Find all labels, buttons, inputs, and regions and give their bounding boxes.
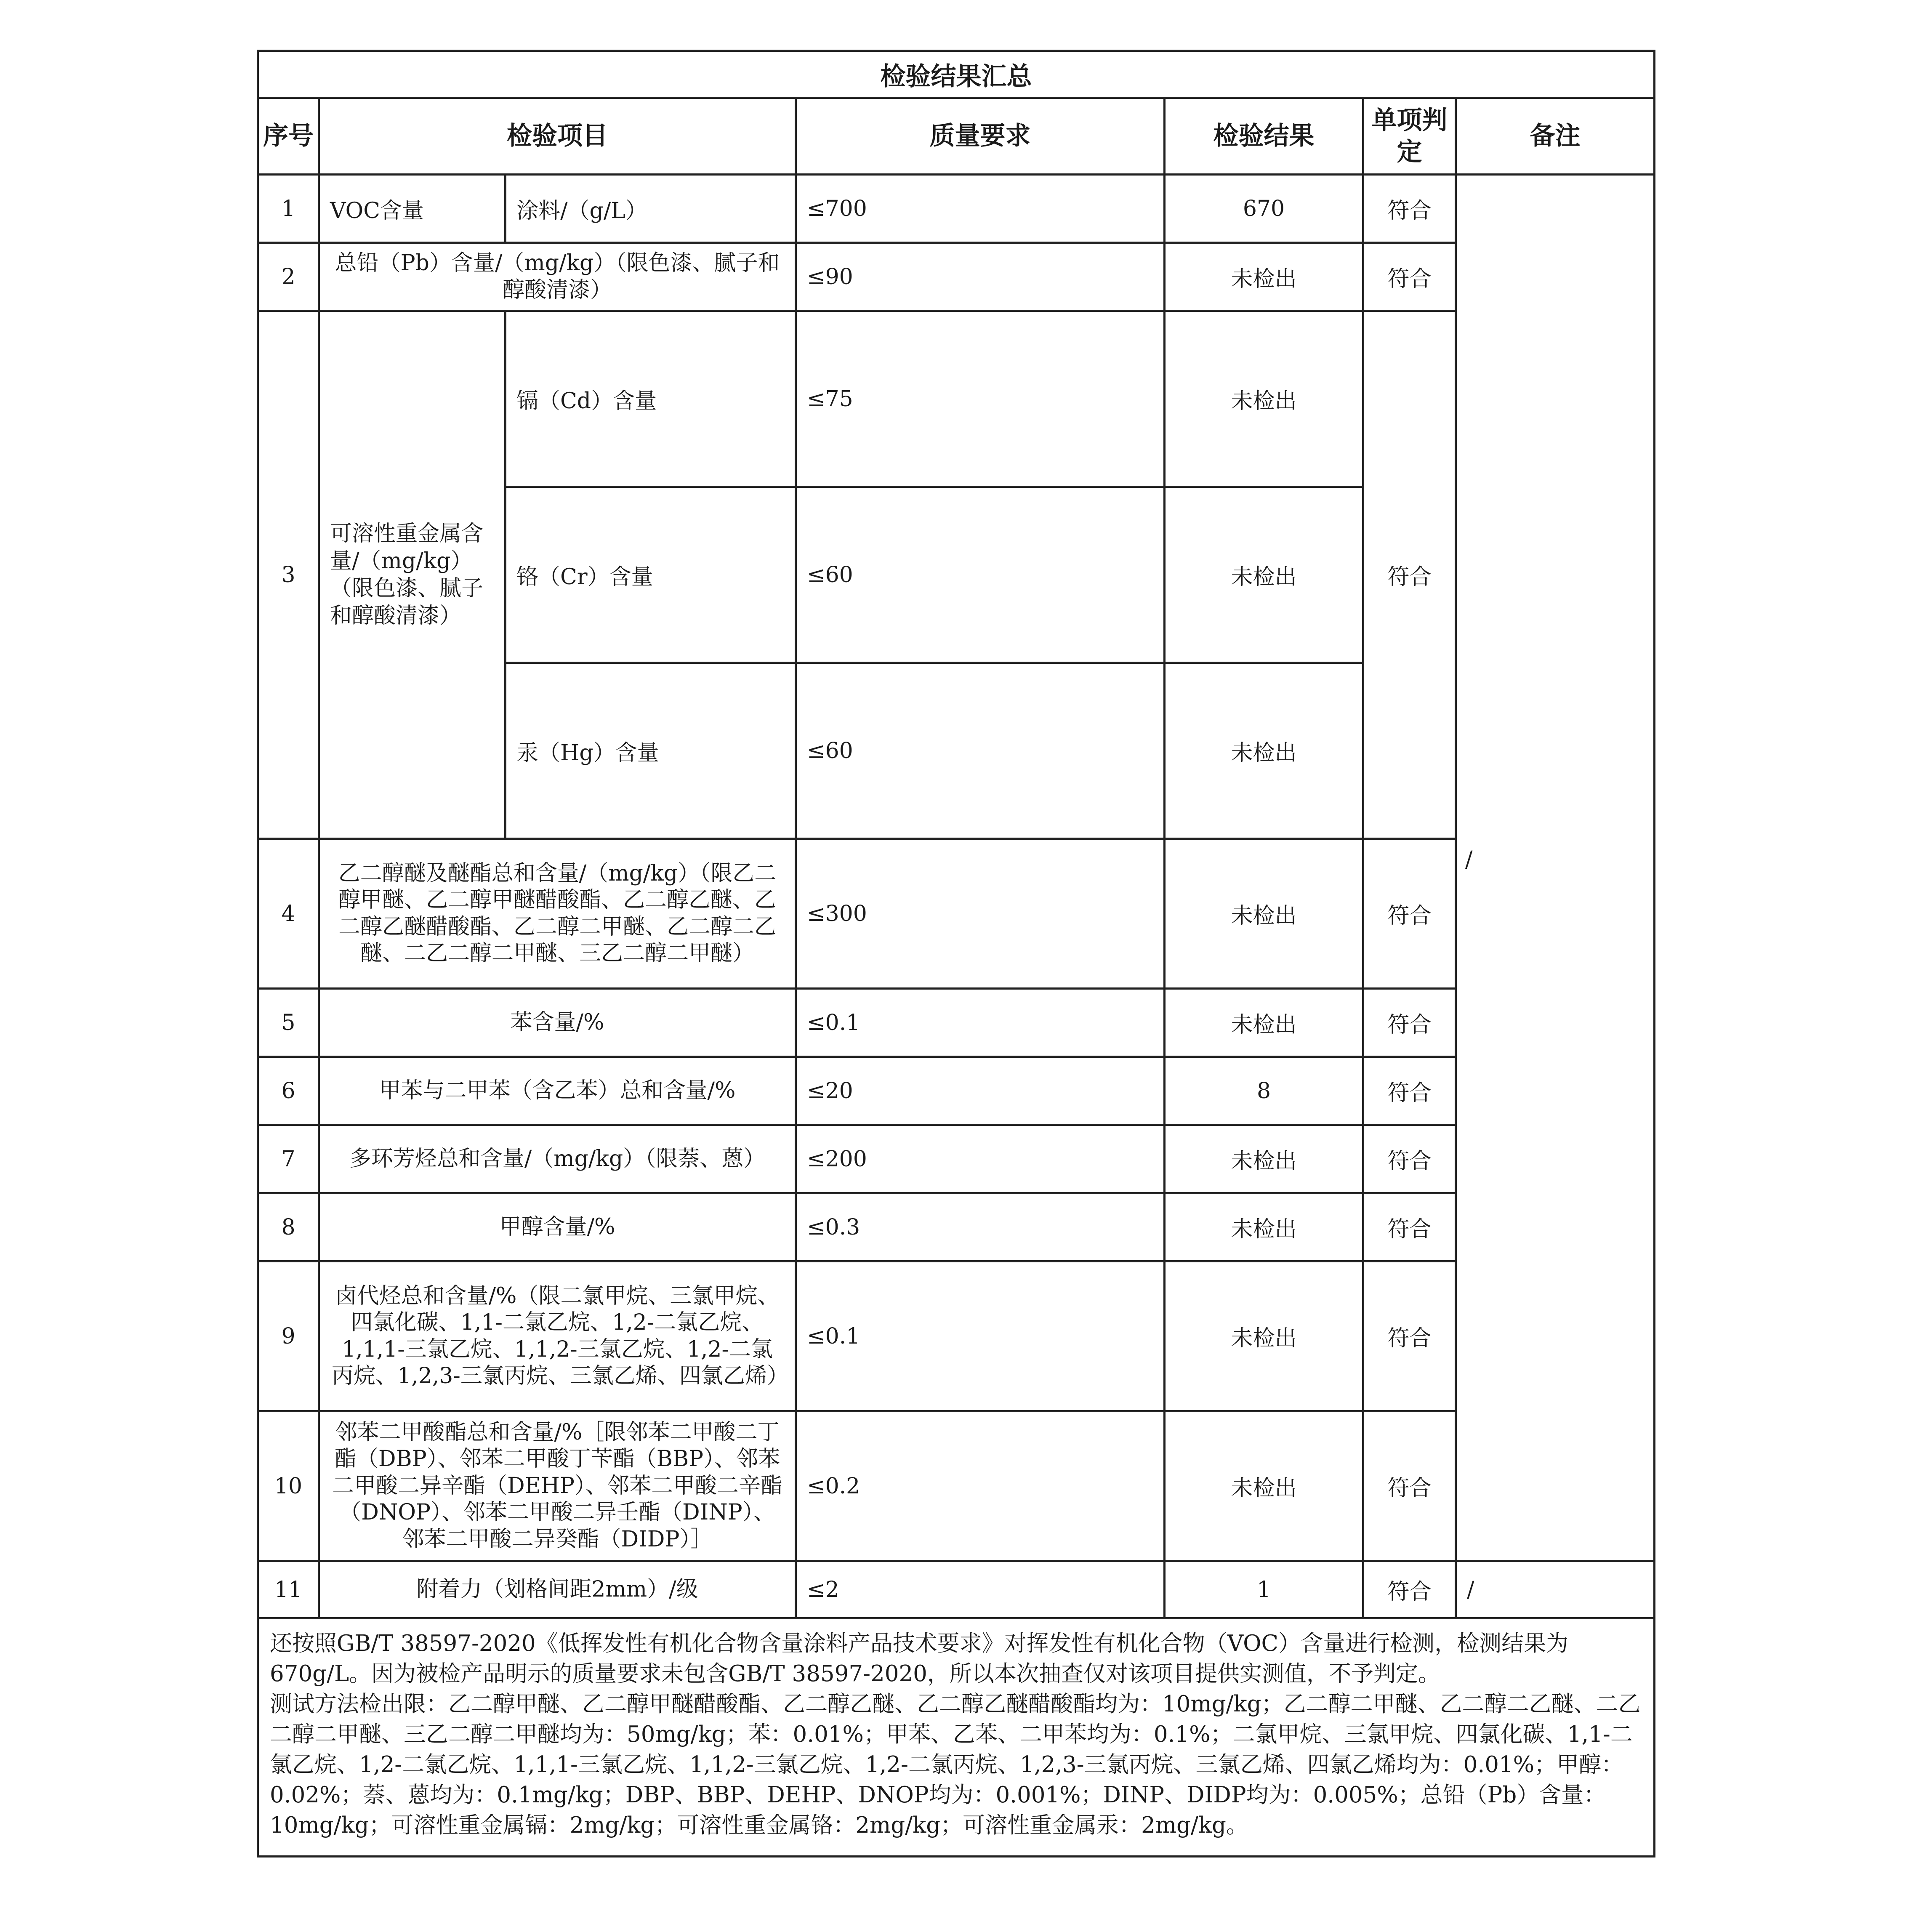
requirement-value: ≤60 bbox=[796, 487, 1165, 663]
table-row bbox=[258, 1561, 1655, 1618]
judgement-value: 符合 bbox=[1363, 1261, 1456, 1411]
table-row bbox=[258, 1125, 1655, 1193]
notes-paragraph-detection-limits: 测试方法检出限：乙二醇甲醚、乙二醇甲醚醋酸酯、乙二醇乙醚、乙二醇乙醚醋酸酯均为：10mg/kg；乙二醇二甲醚、乙二醇二乙醚、二乙二醇二甲醚、三乙二醇二甲醚均为：50mg/kg；苯：0.01%；甲苯、乙苯、二甲苯均为：0.1%；二氯甲烷、三氯甲烷、四氯化碳、1,1-二氯乙烷、1,2-二氯乙烷、1,1,1-三氯乙烷、1,1,2-三氯乙烷、1,2-二氯丙烷、1,2,3-三氯丙烷、三氯乙烯、四氯乙烯均为：0.01%；甲醇：0.02%；萘、蒽均为：0.1mg/kg；DBP、BBP、DEHP、DNOP均为：0.001%；DINP、DIDP均为：0.005%；总铅（Pb）含量：10mg/kg；可溶性重金属镉：2mg/kg；可溶性重金属铬：2mg/kg；可溶性重金属汞：2mg/kg。 bbox=[270, 1691, 1641, 1839]
result-value: 未检出 bbox=[1165, 1261, 1363, 1411]
item-name: 甲醇含量/% bbox=[319, 1193, 796, 1261]
item-name: 甲苯与二甲苯（含乙苯）总和含量/% bbox=[319, 1057, 796, 1125]
judgement-value: 符合 bbox=[1363, 175, 1456, 243]
result-value: 未检出 bbox=[1165, 487, 1363, 663]
header-item: 检验项目 bbox=[319, 98, 796, 175]
header-result: 检验结果 bbox=[1165, 98, 1363, 175]
judgement-value: 符合 bbox=[1363, 243, 1456, 311]
item-name: 多环芳烃总和含量/（mg/kg）（限萘、蒽） bbox=[319, 1125, 796, 1193]
sub-item-name: 汞（Hg）含量 bbox=[506, 663, 796, 839]
header-remark: 备注 bbox=[1456, 98, 1655, 175]
remark-value: / bbox=[1465, 847, 1473, 872]
requirement-value: ≤0.3 bbox=[796, 1193, 1165, 1261]
item-name: VOC含量 bbox=[319, 175, 506, 243]
result-value: 未检出 bbox=[1165, 839, 1363, 989]
row-number: 8 bbox=[258, 1193, 319, 1261]
table-row bbox=[258, 1411, 1655, 1561]
row-number: 3 bbox=[258, 311, 319, 839]
requirement-value: ≤300 bbox=[796, 839, 1165, 989]
requirement-value: ≤75 bbox=[796, 311, 1165, 487]
table-row bbox=[258, 1261, 1655, 1411]
result-value: 未检出 bbox=[1165, 1411, 1363, 1561]
requirement-value: ≤700 bbox=[796, 175, 1165, 243]
notes-block bbox=[258, 1618, 1655, 1857]
item-name: 卤代烃总和含量/%（限二氯甲烷、三氯甲烷、四氯化碳、1,1-二氯乙烷、1,2-二氯乙烷、1,1,1-三氯乙烷、1,1,2-三氯乙烷、1,2-二氯丙烷、1,2,3-三氯丙烷、三氯乙烯、四氯乙烯） bbox=[319, 1261, 796, 1411]
item-name: 邻苯二甲酸酯总和含量/%［限邻苯二甲酸二丁酯（DBP）、邻苯二甲酸丁苄酯（BBP）、邻苯二甲酸二异辛酯（DEHP）、邻苯二甲酸二辛酯（DNOP）、邻苯二甲酸二异壬酯（DINP）、邻苯二甲酸二异癸酯（DIDP）］ bbox=[319, 1411, 796, 1561]
judgement-value: 符合 bbox=[1363, 311, 1456, 839]
item-name: 乙二醇醚及醚酯总和含量/（mg/kg）（限乙二醇甲醚、乙二醇甲醚醋酸酯、乙二醇乙醚、乙二醇乙醚醋酸酯、乙二醇二甲醚、乙二醇二乙醚、二乙二醇二甲醚、三乙二醇二甲醚） bbox=[319, 839, 796, 989]
requirement-value: ≤200 bbox=[796, 1125, 1165, 1193]
row-number: 4 bbox=[258, 839, 319, 989]
requirement-value: ≤20 bbox=[796, 1057, 1165, 1125]
requirement-value: ≤0.2 bbox=[796, 1411, 1165, 1561]
item-name: 可溶性重金属含量/（mg/kg）（限色漆、腻子和醇酸清漆） bbox=[319, 311, 506, 839]
table-row bbox=[258, 175, 1655, 243]
table-row bbox=[258, 243, 1655, 311]
notes-paragraph-voc: 还按照GB/T 38597-2020《低挥发性有机化合物含量涂料产品技术要求》对挥发性有机化合物（VOC）含量进行检测，检测结果为670g/L。因为被检产品明示的质量要求未包含GB/T 38597-2020，所以本次抽查仅对该项目提供实测值，不予判定。 bbox=[270, 1631, 1569, 1687]
judgement-value: 符合 bbox=[1363, 1125, 1456, 1193]
sub-item-name: 铬（Cr）含量 bbox=[506, 487, 796, 663]
table-row bbox=[258, 839, 1655, 989]
remark-value: / bbox=[1456, 1561, 1655, 1618]
judgement-value: 符合 bbox=[1363, 989, 1456, 1057]
row-number: 7 bbox=[258, 1125, 319, 1193]
result-value: 未检出 bbox=[1165, 663, 1363, 839]
judgement-value: 符合 bbox=[1363, 1411, 1456, 1561]
result-value: 未检出 bbox=[1165, 311, 1363, 487]
result-value: 1 bbox=[1165, 1561, 1363, 1618]
item-name: 附着力（划格间距2mm）/级 bbox=[319, 1561, 796, 1618]
row-number: 9 bbox=[258, 1261, 319, 1411]
table-row bbox=[258, 1057, 1655, 1125]
requirement-value: ≤0.1 bbox=[796, 989, 1165, 1057]
result-value: 未检出 bbox=[1165, 989, 1363, 1057]
result-value: 未检出 bbox=[1165, 243, 1363, 311]
requirement-value: ≤0.1 bbox=[796, 1261, 1165, 1411]
requirement-value: ≤60 bbox=[796, 663, 1165, 839]
inspection-summary-table bbox=[257, 50, 1655, 1857]
result-value: 未检出 bbox=[1165, 1125, 1363, 1193]
header-no: 序号 bbox=[258, 98, 319, 175]
result-value: 未检出 bbox=[1165, 1193, 1363, 1261]
judgement-value: 符合 bbox=[1363, 1193, 1456, 1261]
item-name: 总铅（Pb）含量/（mg/kg）（限色漆、腻子和醇酸清漆） bbox=[319, 243, 796, 311]
row-number: 2 bbox=[258, 243, 319, 311]
row-number: 1 bbox=[258, 175, 319, 243]
judgement-value: 符合 bbox=[1363, 1561, 1456, 1618]
result-value: 670 bbox=[1165, 175, 1363, 243]
requirement-value: ≤2 bbox=[796, 1561, 1165, 1618]
row-number: 5 bbox=[258, 989, 319, 1057]
table-title: 检验结果汇总 bbox=[258, 51, 1655, 98]
header-requirement: 质量要求 bbox=[796, 98, 1165, 175]
header-row bbox=[258, 98, 1655, 175]
header-judgement: 单项判定 bbox=[1363, 98, 1456, 175]
item-name: 苯含量/% bbox=[319, 989, 796, 1057]
row-number: 6 bbox=[258, 1057, 319, 1125]
judgement-value: 符合 bbox=[1363, 839, 1456, 989]
result-value: 8 bbox=[1165, 1057, 1363, 1125]
table-row bbox=[258, 311, 1655, 487]
sub-item-name: 镉（Cd）含量 bbox=[506, 311, 796, 487]
row-number: 10 bbox=[258, 1411, 319, 1561]
judgement-value: 符合 bbox=[1363, 1057, 1456, 1125]
notes-row bbox=[258, 1618, 1655, 1857]
requirement-value: ≤90 bbox=[796, 243, 1165, 311]
table-row bbox=[258, 1193, 1655, 1261]
remark-merged bbox=[1456, 175, 1655, 1561]
row-number: 11 bbox=[258, 1561, 319, 1618]
sub-item-name: 涂料/（g/L） bbox=[506, 175, 796, 243]
table-row bbox=[258, 989, 1655, 1057]
